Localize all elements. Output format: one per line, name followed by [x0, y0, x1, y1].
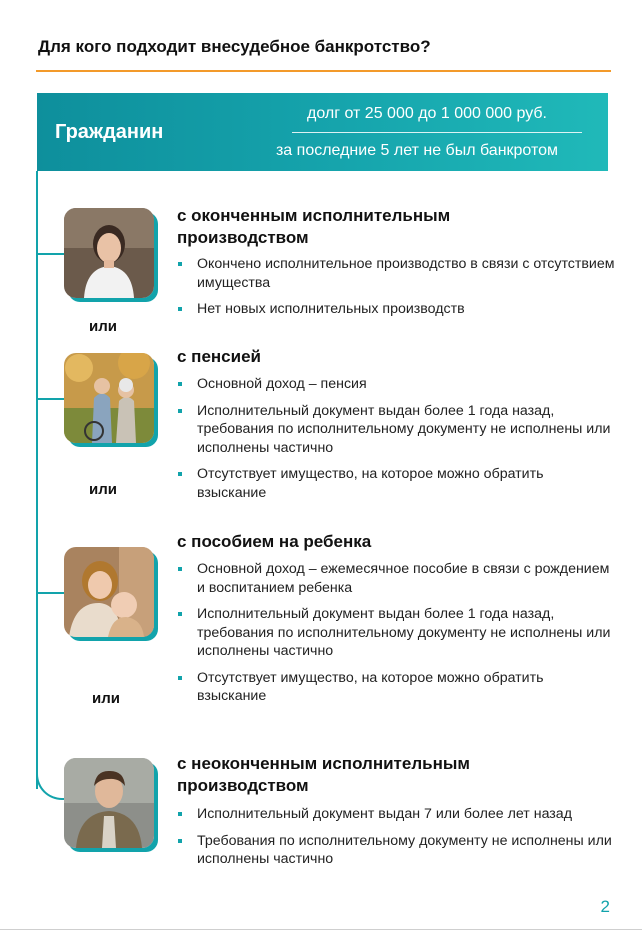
bullet-list	[176, 805, 616, 877]
page-title: Для кого подходит внесудебное банкротство?	[38, 37, 431, 56]
banner-debt-condition: долг от 25 000 до 1 000 000 руб.	[306, 105, 547, 122]
timeline-connector	[38, 253, 64, 255]
banner-divider	[292, 132, 582, 133]
list-item: Требования по исполнительному документу не исполнены или исполнены частично	[176, 832, 616, 869]
elderly-couple-photo	[64, 353, 154, 443]
footer-divider	[0, 929, 642, 930]
mother-with-baby-photo	[64, 547, 154, 637]
banner-bankruptcy-condition: за последние 5 лет не был банкротом	[275, 142, 559, 159]
list-item: Исполнительный документ выдан более 1 года назад, требования по исполнительному документу не исполнены или исполнены частично	[176, 605, 616, 661]
list-item: Нет новых исполнительных производств	[176, 300, 616, 319]
or-separator: или	[92, 690, 120, 707]
or-separator: или	[89, 481, 117, 498]
list-item: Исполнительный документ выдан более 1 года назад, требования по исполнительному документу не исполнены или исполнены частично	[176, 402, 616, 458]
list-item: Основной доход – пенсия	[176, 375, 616, 394]
or-separator: или	[89, 318, 117, 335]
list-item: Основной доход – ежемесячное пособие в связи с рождением и воспитанием ребенка	[176, 560, 616, 597]
list-item: Отсутствует имущество, на которое можно обратить взыскание	[176, 465, 616, 502]
young-man-photo	[64, 758, 154, 848]
page-number: 2	[600, 897, 610, 916]
timeline-connector	[38, 592, 64, 594]
young-woman-photo	[64, 208, 154, 298]
section-title: с оконченным исполнительным производством	[177, 206, 451, 247]
title-underline	[36, 70, 611, 72]
bullet-list	[176, 375, 616, 510]
section-title: с пенсией	[177, 347, 261, 366]
timeline-end-curve	[36, 770, 64, 800]
timeline-line	[36, 171, 38, 789]
timeline-connector	[38, 398, 64, 400]
section-title: с неоконченным исполнительным производством	[177, 754, 470, 795]
list-item: Исполнительный документ выдан 7 или более лет назад	[176, 805, 616, 824]
list-item: Окончено исполнительное производство в связи с отсутствием имущества	[176, 255, 616, 292]
bullet-list	[176, 560, 616, 714]
section-title: с пособием на ребенка	[177, 532, 372, 551]
citizen-banner	[37, 93, 608, 171]
bullet-list	[176, 255, 616, 327]
banner-label: Гражданин	[55, 121, 164, 143]
list-item: Отсутствует имущество, на которое можно обратить взыскание	[176, 669, 616, 706]
